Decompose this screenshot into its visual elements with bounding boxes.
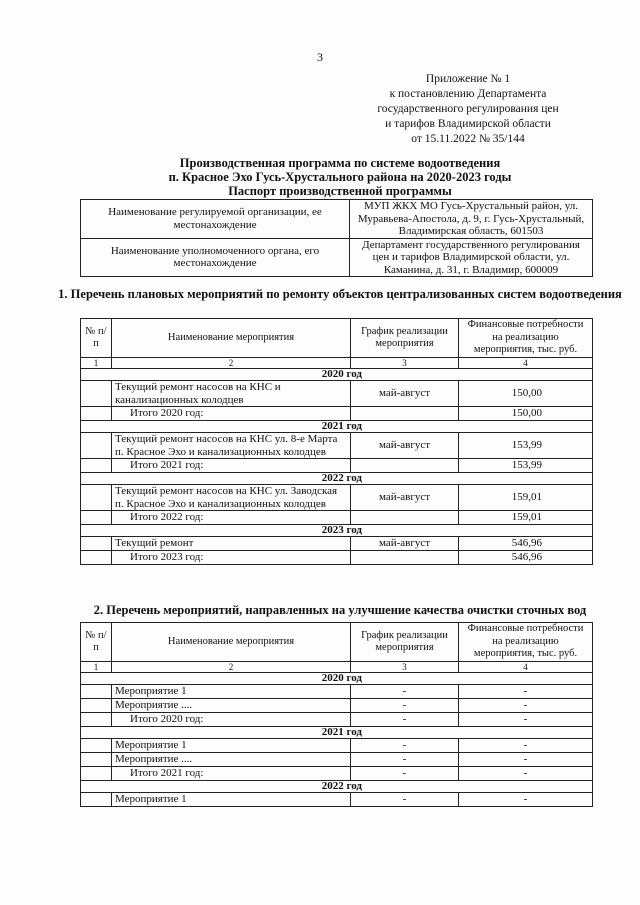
section1-title: 1. Перечень плановых мероприятий по ремонту объектов централизованных систем водоотведения xyxy=(58,287,622,301)
col-finance: Финансовые потребности на реализацию мероприятия, тыс. руб. xyxy=(459,623,593,662)
total-value: - xyxy=(459,713,593,727)
table-row xyxy=(81,793,593,807)
document-title xyxy=(0,156,640,198)
activity-name: Текущий ремонт насосов на КНС ул. Заводская п. Красное Эхо и канализационных колодцев xyxy=(112,485,351,511)
total-row xyxy=(81,713,593,727)
total-label: Итого 2022 год: xyxy=(112,511,351,525)
year-row xyxy=(81,727,593,739)
title-line: Паспорт производственной программы xyxy=(228,184,452,198)
year-label: 2021 год xyxy=(81,421,593,433)
col-finance: Финансовые потребности на реализацию мероприятия, тыс. руб. xyxy=(459,319,593,358)
num-cell: 4 xyxy=(459,662,593,673)
activity-schedule: - xyxy=(351,739,459,753)
quality-table xyxy=(80,622,593,807)
activity-value: - xyxy=(459,699,593,713)
year-row xyxy=(81,781,593,793)
total-label: Итого 2023 год: xyxy=(112,551,351,565)
table-row xyxy=(81,739,593,753)
activity-name: Текущий ремонт насосов на КНС и канализационных колодцев xyxy=(112,381,351,407)
org-label: Наименование регулируемой организации, ее местонахождение xyxy=(81,200,350,239)
column-numbers xyxy=(81,358,593,369)
total-label: Итого 2021 год: xyxy=(112,459,351,473)
activity-schedule: май-август xyxy=(351,433,459,459)
year-row xyxy=(81,369,593,381)
activity-name: Мероприятие .... xyxy=(112,699,351,713)
total-value: 150,00 xyxy=(459,407,593,421)
col-num: № п/п xyxy=(81,623,112,662)
appendix-line: и тарифов Владимирской области xyxy=(385,118,551,130)
title-line: Производственная программа по системе водоотведения xyxy=(179,156,501,170)
col-schedule: График реализации мероприятия xyxy=(351,319,459,358)
activity-schedule: - xyxy=(351,753,459,767)
table-row xyxy=(81,537,593,551)
page-number: 3 xyxy=(317,50,323,64)
total-row xyxy=(81,407,593,421)
activity-name: Мероприятие 1 xyxy=(112,793,351,807)
table-row xyxy=(81,685,593,699)
col-schedule: График реализации мероприятия xyxy=(351,623,459,662)
column-numbers xyxy=(81,662,593,673)
year-label: 2020 год xyxy=(81,369,593,381)
activity-value: - xyxy=(459,739,593,753)
authority-value: Департамент государственного регулирования цен и тарифов Владимирской области, ул. Каманина, д. 31, г. Владимир, 600009 xyxy=(350,238,593,277)
org-value: МУП ЖКХ МО Гусь-Хрустальный район, ул. Муравьева-Апостола, д. 9, г. Гусь-Хрустальный, Владимирская область, 601503 xyxy=(350,200,593,239)
table-header xyxy=(81,319,593,358)
total-row xyxy=(81,459,593,473)
activity-schedule: - xyxy=(351,685,459,699)
activity-value: 153,99 xyxy=(459,433,593,459)
passport-table xyxy=(80,199,593,277)
num-cell: 3 xyxy=(351,662,459,673)
activity-name: Мероприятие 1 xyxy=(112,739,351,753)
year-row xyxy=(81,421,593,433)
year-row xyxy=(81,525,593,537)
col-name: Наименование мероприятия xyxy=(112,623,351,662)
year-label: 2021 год xyxy=(81,727,593,739)
activity-value: 159,01 xyxy=(459,485,593,511)
col-name: Наименование мероприятия xyxy=(112,319,351,358)
table-row xyxy=(81,238,593,277)
appendix-line: Приложение № 1 xyxy=(425,73,511,85)
table-row xyxy=(81,381,593,407)
year-row xyxy=(81,673,593,685)
authority-label: Наименование уполномоченного органа, его местонахождение xyxy=(81,238,350,277)
activity-value: - xyxy=(459,793,593,807)
section2-title: 2. Перечень мероприятий, направленных на улучшение качества очистки сточных вод xyxy=(93,603,587,617)
year-row xyxy=(81,473,593,485)
activity-schedule: - xyxy=(351,793,459,807)
year-label: 2022 год xyxy=(81,473,593,485)
total-row xyxy=(81,767,593,781)
num-cell: 2 xyxy=(112,662,351,673)
total-row xyxy=(81,511,593,525)
total-label: Итого 2020 год: xyxy=(112,713,351,727)
total-label: Итого 2020 год: xyxy=(112,407,351,421)
num-cell: 2 xyxy=(112,358,351,369)
num-cell: 1 xyxy=(81,358,112,369)
year-label: 2020 год xyxy=(81,673,593,685)
appendix-line: от 15.11.2022 № 35/144 xyxy=(411,133,525,145)
appendix-block xyxy=(358,72,578,147)
activity-schedule: май-август xyxy=(351,537,459,551)
col-num: № п/п xyxy=(81,319,112,358)
table-row xyxy=(81,485,593,511)
num-cell: 1 xyxy=(81,662,112,673)
activity-value: - xyxy=(459,685,593,699)
table-row xyxy=(81,433,593,459)
num-cell: 4 xyxy=(459,358,593,369)
title-line: п. Красное Эхо Гусь-Хрустального района на 2020-2023 годы xyxy=(168,170,512,184)
total-label: Итого 2021 год: xyxy=(112,767,351,781)
table-header xyxy=(81,623,593,662)
total-value: 159,01 xyxy=(459,511,593,525)
year-label: 2023 год xyxy=(81,525,593,537)
activity-name: Мероприятие .... xyxy=(112,753,351,767)
activity-schedule: май-август xyxy=(351,485,459,511)
num-cell: 3 xyxy=(351,358,459,369)
activity-value: - xyxy=(459,753,593,767)
activity-name: Текущий ремонт насосов на КНС ул. 8-е Марта п. Красное Эхо и канализационных колодцев xyxy=(112,433,351,459)
appendix-line: государственного регулирования цен xyxy=(377,103,559,115)
activity-schedule: - xyxy=(351,699,459,713)
table-row xyxy=(81,200,593,239)
total-row xyxy=(81,551,593,565)
activity-name: Мероприятие 1 xyxy=(112,685,351,699)
activity-schedule: май-август xyxy=(351,381,459,407)
activity-schedule: - xyxy=(351,767,459,781)
total-value: - xyxy=(459,767,593,781)
activity-value: 150,00 xyxy=(459,381,593,407)
year-label: 2022 год xyxy=(81,781,593,793)
activity-schedule: - xyxy=(351,713,459,727)
table-row xyxy=(81,753,593,767)
total-value: 153,99 xyxy=(459,459,593,473)
appendix-line: к постановлению Департамента xyxy=(389,88,547,100)
table-row xyxy=(81,699,593,713)
total-value: 546,96 xyxy=(459,551,593,565)
activity-value: 546,96 xyxy=(459,537,593,551)
activity-name: Текущий ремонт xyxy=(112,537,351,551)
repair-table xyxy=(80,318,593,565)
